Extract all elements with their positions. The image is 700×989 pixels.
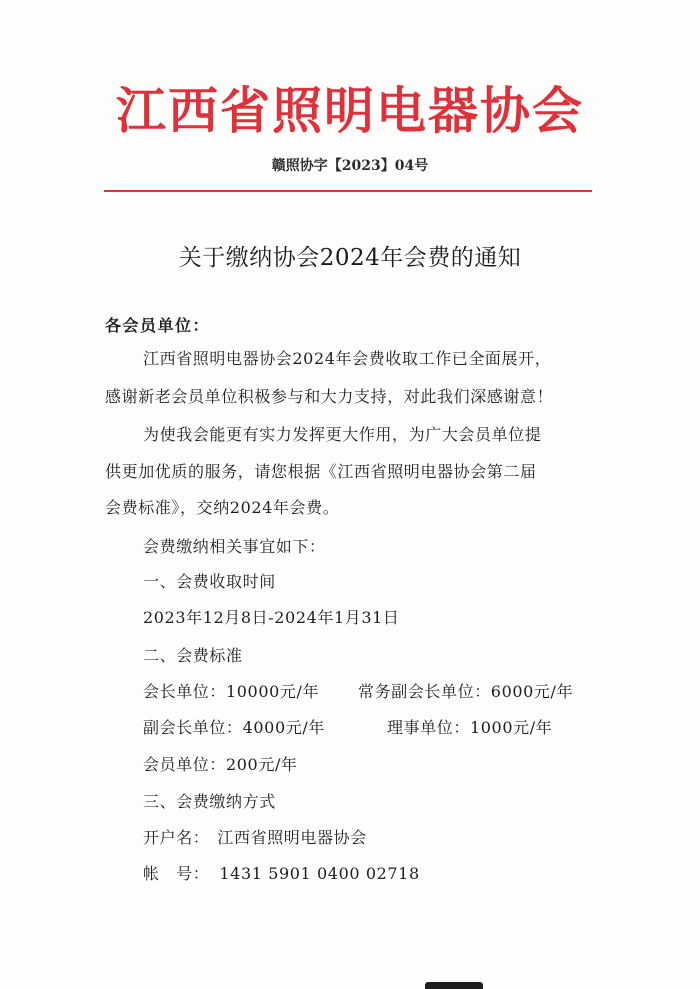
paragraph-1-line-1: 江西省照明电器协会2024年会费收取工作已全面展开， [143, 349, 552, 368]
account-name-row [143, 830, 367, 846]
paragraph-2-line-1: 为使我会能更有实力发挥更大作用，为广大会员单位提 [143, 425, 542, 444]
rate-executive-vice-president: 常务副会长单位：6000元/年 [358, 682, 574, 701]
rate-president: 会长单位：10000元/年 [143, 682, 320, 701]
rate-member: 会员单位：200元/年 [143, 755, 298, 774]
account-number-label: 帐 号： [143, 864, 210, 883]
account-name-value: 江西省照明电器协会 [217, 828, 367, 847]
section-1-heading: 一、会费收取时间 [143, 572, 276, 591]
account-number-value: 1431 5901 0400 02718 [219, 864, 420, 883]
org-letterhead-title: 江西省照明电器协会 [116, 82, 584, 140]
page-bottom-mark [425, 982, 483, 989]
paragraph-1-line-2: 感谢新老会员单位积极参与和大力支持，对此我们深感谢意！ [105, 387, 554, 406]
details-intro: 会费缴纳相关事宜如下： [143, 537, 326, 556]
salutation: 各会员单位： [105, 316, 211, 335]
paragraph-2-line-2: 供更加优质的服务，请您根据《江西省照明电器协会第二届 [105, 462, 537, 481]
account-number-row [143, 866, 420, 882]
account-name-label: 开户名： [143, 828, 210, 847]
section-3-heading: 三、会费缴纳方式 [143, 792, 276, 811]
paragraph-2-line-3: 会费标准》，交纳2024年会费。 [105, 498, 340, 517]
rate-vice-president: 副会长单位：4000元/年 [143, 718, 325, 737]
notice-title: 关于缴纳协会2024年会费的通知 [178, 245, 522, 271]
rate-director: 理事单位：1000元/年 [387, 718, 553, 737]
letterhead-divider [104, 190, 592, 192]
collection-period: 2023年12月8日-2024年1月31日 [143, 608, 400, 627]
section-2-heading: 二、会费标准 [143, 646, 243, 665]
document-number: 赣照协字【2023】04号 [271, 158, 429, 174]
